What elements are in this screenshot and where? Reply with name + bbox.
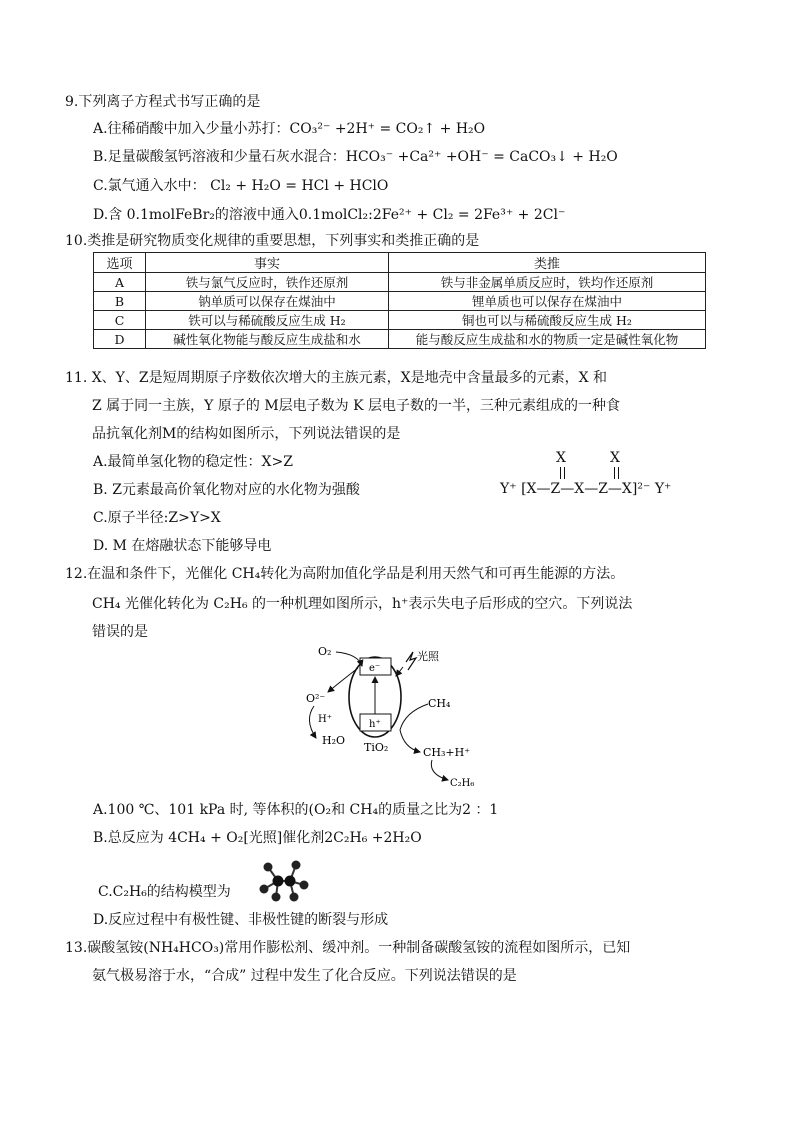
water-formation-arrow bbox=[309, 706, 316, 738]
hydrogen-atom bbox=[272, 893, 281, 902]
ch4-label: CH₄ bbox=[428, 697, 451, 710]
table-cell: 铁与非金属单质反应时，铁均作还原剂 bbox=[389, 273, 706, 292]
light-label: 光照 bbox=[417, 650, 439, 663]
table-row bbox=[94, 311, 706, 330]
table-header-cell: 选项 bbox=[94, 253, 146, 273]
q9-option-a: A.往稀硝酸中加入少量小苏打：CO₃²⁻ +2H⁺ = CO₂↑ + H₂O bbox=[93, 121, 486, 137]
electron-label: e⁻ bbox=[369, 663, 381, 674]
hplus-label: H⁺ bbox=[318, 714, 332, 725]
electron-transfer-arrow bbox=[328, 668, 358, 692]
table-cell: D bbox=[94, 330, 146, 349]
q11-option-d: D. M 在熔融状态下能够导电 bbox=[93, 538, 272, 554]
q12-option-a: A.100 ℃、101 kPa 时, 等体积的(O₂和 CH₄的质量之比为2 ：1 bbox=[93, 802, 499, 818]
o2-label: O₂ bbox=[318, 645, 332, 658]
ethane-ball-stick-model bbox=[258, 859, 310, 903]
q9-option-b: B.足量碳酸氢钙溶液和少量石灰水混合：HCO₃⁻ +Ca²⁺ +OH⁻ = CaCO₃↓ + H₂O bbox=[93, 149, 618, 165]
hydrogen-atom bbox=[290, 893, 299, 902]
q12-stem-line1: 12.在温和条件下，光催化 CH₄转化为高附加值化学品是利用天然气和可再生能源的方法。 bbox=[65, 566, 625, 582]
q9-stem: 9.下列离子方程式书写正确的是 bbox=[65, 94, 261, 110]
hydrogen-atom bbox=[292, 861, 301, 870]
table-header-row bbox=[94, 253, 706, 273]
ch4-oxidation-arrow bbox=[400, 704, 428, 752]
structure-main-chain: Y⁺ [X—Z—X—Z—X]²⁻ Y⁺ bbox=[500, 481, 672, 497]
table-row bbox=[94, 330, 706, 349]
photocatalysis-diagram bbox=[300, 640, 510, 792]
table-header-cell: 事实 bbox=[146, 253, 389, 273]
q11-stem-line3: 品抗氧化剂M的结构如图所示，下列说法错误的是 bbox=[92, 426, 401, 442]
table-cell: 碱性氧化物能与酸反应生成盐和水 bbox=[146, 330, 389, 349]
structure-top-x-right: X bbox=[610, 450, 620, 466]
q10-table bbox=[93, 252, 706, 349]
q11-option-b: B. Z元素最高价氧化物对应的水化物为强酸 bbox=[93, 482, 360, 498]
table-cell: 钠单质可以保存在煤油中 bbox=[146, 292, 389, 311]
carbon-atom bbox=[273, 876, 284, 887]
q13-stem-line1: 13.碳酸氢铵(NH₄HCO₃)常用作膨松剂、缓冲剂。一种制备碳酸氢铵的流程如图所示，已知 bbox=[65, 940, 631, 956]
hydrogen-atom bbox=[260, 885, 269, 894]
table-row bbox=[94, 273, 706, 292]
o2minus-label: O²⁻ bbox=[306, 692, 326, 705]
double-bond-right bbox=[614, 467, 619, 479]
q9-option-c: C.氯气通入水中： Cl₂ + H₂O = HCl + HClO bbox=[93, 178, 389, 194]
q13-stem-line2: 氨气极易溶于水，“合成” 过程中发生了化合反应。下列说法错误的是 bbox=[92, 968, 517, 984]
q12-stem-line2: CH₄ 光催化转化为 C₂H₆ 的一种机理如图所示，h⁺表示失电子后形成的空穴。下列说法 bbox=[92, 596, 633, 612]
q9-option-d: D.含 0.1molFeBr₂的溶液中通入0.1molCl₂:2Fe²⁺ + Cl₂ = 2Fe³⁺ + 2Cl⁻ bbox=[93, 207, 566, 223]
table-row bbox=[94, 292, 706, 311]
tio2-label: TiO₂ bbox=[364, 741, 389, 754]
q12-option-c: C.C₂H₆的结构模型为 bbox=[98, 884, 231, 900]
table-cell: C bbox=[94, 311, 146, 330]
table-header-cell: 类推 bbox=[389, 253, 706, 273]
o2-arrow bbox=[336, 652, 362, 666]
hole-label: h⁺ bbox=[369, 719, 381, 730]
water-label: H₂O bbox=[322, 734, 346, 747]
q11-option-c: C.原子半径:Z>Y>X bbox=[93, 510, 221, 526]
table-cell: 锂单质也可以保存在煤油中 bbox=[389, 292, 706, 311]
table-cell: A bbox=[94, 273, 146, 292]
hydrogen-atom bbox=[264, 863, 273, 872]
table-cell: B bbox=[94, 292, 146, 311]
table-cell: 铁可以与稀硫酸反应生成 H₂ bbox=[146, 311, 389, 330]
q11-stem-line1: 11. X、Y、Z是短周期原子序数依次增大的主族元素，X是地壳中含量最多的元素，X 和 bbox=[65, 370, 608, 386]
q12-option-d: D.反应过程中有极性键、非极性键的断裂与形成 bbox=[93, 912, 389, 928]
coupling-arrow bbox=[431, 760, 448, 780]
carbon-atom bbox=[285, 876, 296, 887]
structure-top-x-left: X bbox=[556, 450, 566, 466]
q12-option-b: B.总反应为 4CH₄ + O₂[光照]催化剂2C₂H₆ +2H₂O bbox=[93, 830, 422, 846]
c2h6-label: C₂H₆ bbox=[450, 778, 475, 789]
table-cell: 铁与氯气反应时，铁作还原剂 bbox=[146, 273, 389, 292]
double-bond-left bbox=[560, 467, 565, 479]
q10-stem: 10.类推是研究物质变化规律的重要思想，下列事实和类推正确的是 bbox=[65, 233, 480, 249]
table-cell: 能与酸反应生成盐和水的物质一定是碱性氧化物 bbox=[389, 330, 706, 349]
lightning-icon bbox=[396, 652, 416, 676]
hydrogen-atom bbox=[300, 881, 309, 890]
q12-stem-line3: 错误的是 bbox=[92, 624, 148, 640]
q11-option-a: A.最简单氢化物的稳定性：X>Z bbox=[93, 454, 293, 470]
ch3-label: CH₃+H⁺ bbox=[423, 746, 471, 759]
table-cell: 铜也可以与稀硫酸反应生成 H₂ bbox=[389, 311, 706, 330]
q11-stem-line2: Z 属于同一主族，Y 原子的 M层电子数为 K 层电子数的一半，三种元素组成的一种食 bbox=[92, 398, 621, 414]
